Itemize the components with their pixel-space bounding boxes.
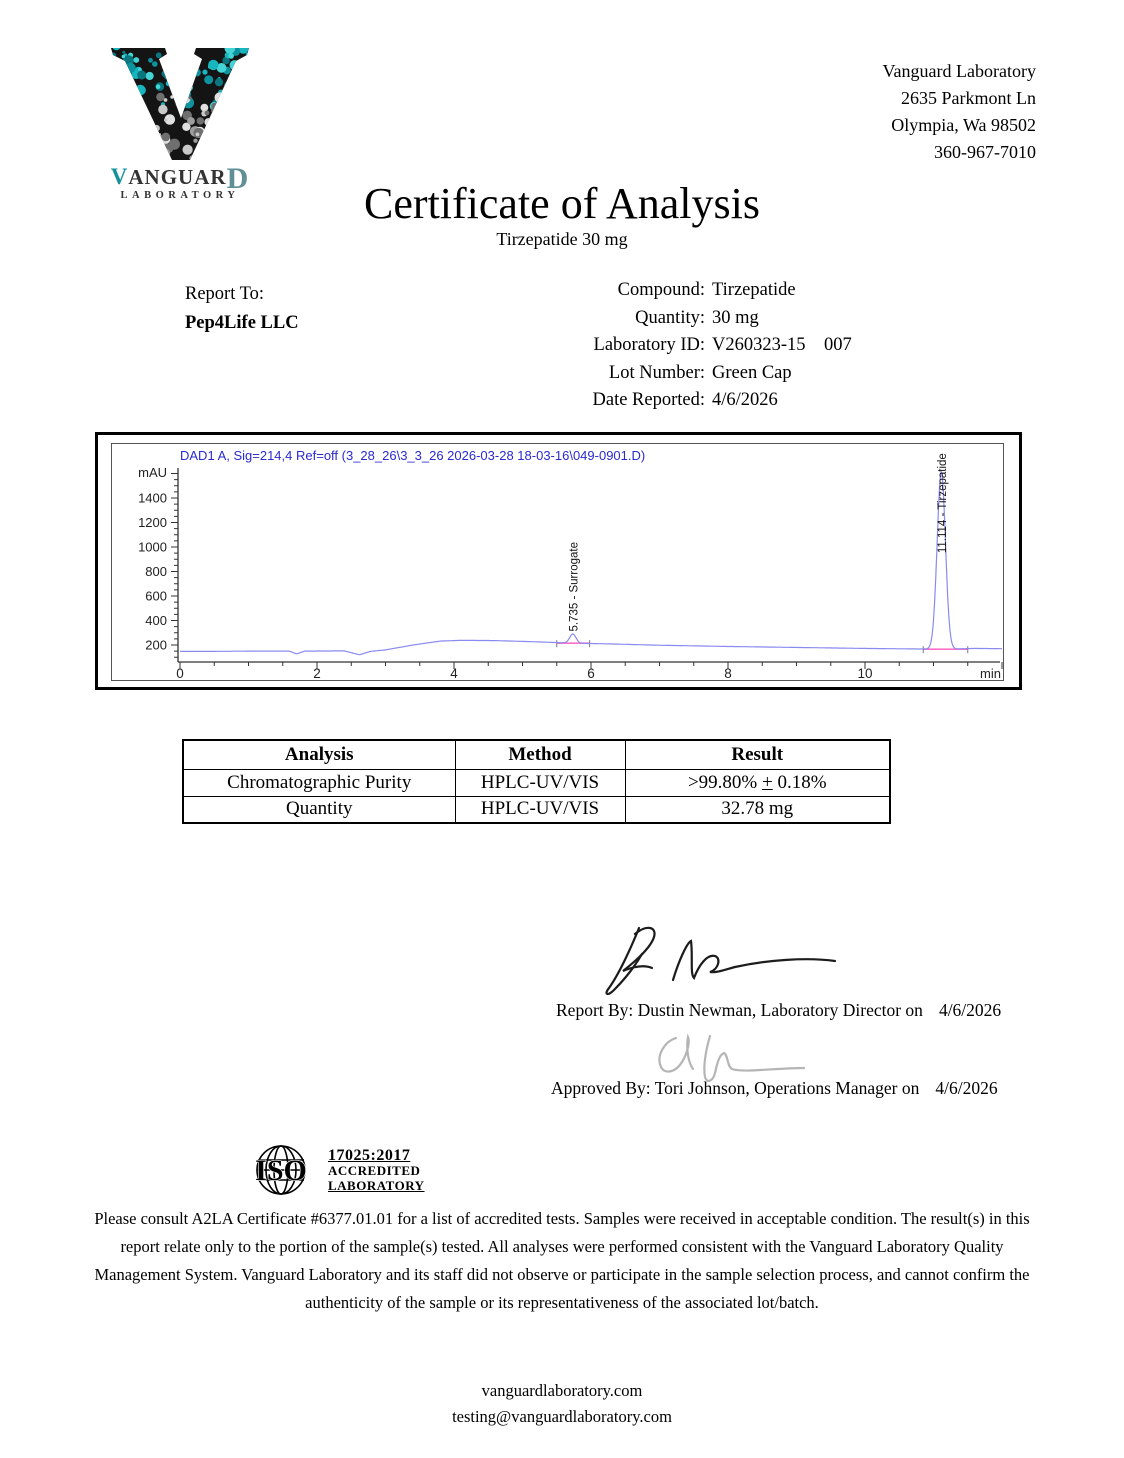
svg-text:11.114 - Tirzepatide: 11.114 - Tirzepatide bbox=[936, 453, 949, 554]
approved-by-date: 4/6/2026 bbox=[935, 1078, 998, 1098]
detail-value: Tirzepatide bbox=[712, 280, 796, 300]
table-header-analysis: Analysis bbox=[183, 740, 455, 769]
report-by-signature-icon bbox=[595, 916, 860, 996]
detail-row bbox=[400, 277, 852, 305]
sample-details bbox=[400, 277, 852, 415]
result-tolerance: 0.18% bbox=[772, 771, 827, 793]
results-table bbox=[182, 739, 891, 824]
page-subtitle: Tirzepatide 30 mg bbox=[496, 229, 628, 249]
svg-text:1200: 1200 bbox=[138, 515, 167, 530]
approved-by-text: Approved By: Tori Johnson, Operations Manager on bbox=[551, 1078, 920, 1098]
detail-row bbox=[400, 305, 852, 333]
iso-globe-icon bbox=[240, 1144, 322, 1196]
table-cell-analysis: Chromatographic Purity bbox=[183, 769, 455, 796]
address-phone: 360-967-7010 bbox=[934, 142, 1036, 162]
table-header-row bbox=[183, 740, 890, 769]
report-to-label: Report To: bbox=[185, 284, 265, 304]
detail-label: Date Reported: bbox=[592, 390, 705, 411]
svg-text:ISO: ISO bbox=[255, 1154, 307, 1187]
result-value: >99.80% bbox=[687, 771, 762, 793]
chromatogram-plot-frame bbox=[111, 443, 1004, 681]
svg-text:6: 6 bbox=[587, 666, 595, 680]
lab-address bbox=[883, 58, 1036, 166]
report-to-block bbox=[185, 280, 299, 338]
table-row bbox=[183, 769, 890, 796]
iso-accredited-label: ACCREDITED bbox=[328, 1162, 421, 1178]
table-row bbox=[183, 796, 890, 823]
table-cell-method: HPLC-UV/VIS bbox=[455, 769, 625, 796]
address-line: Vanguard Laboratory bbox=[882, 61, 1036, 81]
detail-row bbox=[400, 360, 852, 388]
chromatogram-panel bbox=[95, 432, 1022, 690]
table-cell-method: HPLC-UV/VIS bbox=[455, 796, 625, 823]
wordmark-letter: D bbox=[226, 162, 250, 195]
approved-by-signature-icon bbox=[646, 1028, 826, 1084]
footer-website: vanguardlaboratory.com bbox=[481, 1381, 643, 1400]
table-cell-result: 32.78 mg bbox=[625, 796, 890, 823]
report-by-text: Report By: Dustin Newman, Laboratory Director on bbox=[556, 1000, 923, 1020]
detail-label: Quantity: bbox=[635, 307, 705, 328]
report-by-date: 4/6/2026 bbox=[938, 1000, 1002, 1020]
vanguard-v-icon bbox=[105, 46, 255, 164]
detail-label: Compound: bbox=[617, 280, 705, 300]
address-line: 2635 Parkmont Ln bbox=[901, 88, 1036, 108]
page-footer bbox=[0, 1378, 1124, 1430]
table-cell-result bbox=[625, 769, 890, 796]
wordmark-letters: ANGUAR bbox=[128, 165, 227, 189]
chromatogram-chart bbox=[112, 444, 1003, 680]
detail-value: Green Cap bbox=[712, 362, 792, 383]
detail-value: 30 mg bbox=[712, 307, 759, 328]
detail-label: Lot Number: bbox=[608, 362, 705, 383]
wordmark-letter: V bbox=[110, 164, 129, 189]
svg-text:8: 8 bbox=[724, 666, 732, 680]
report-to-value: Pep4Life LLC bbox=[185, 313, 299, 333]
detail-row bbox=[400, 332, 852, 360]
detail-label: Laboratory ID: bbox=[593, 335, 705, 356]
svg-text:10: 10 bbox=[857, 666, 873, 680]
iso-accreditation-badge bbox=[240, 1144, 425, 1196]
svg-text:DAD1 A, Sig=214,4 Ref=off (3_2: DAD1 A, Sig=214,4 Ref=off (3_28_26\3_3_26 2026-03-28 18-03-16\049-0901.D) bbox=[180, 448, 646, 463]
detail-value: 4/6/2026 bbox=[712, 390, 778, 411]
disclaimer-text: Please consult A2LA Certificate #6377.01.01 for a list of accredited tests. Samples were received in acceptable condition. The result(s) in this report relate only to the portion of the sample(s) tested. All analyses were performed consistent with the Vanguard Laboratory Quality Management System. Vanguard Laboratory and its staff did not observe or participate in the sample selection process, and cannot confirm the authenticity of the sample or its representativeness of the associated lot/batch. bbox=[94, 1209, 1030, 1312]
plus-minus-sign: + bbox=[762, 771, 773, 793]
table-header-result: Result bbox=[625, 740, 890, 769]
svg-text:4: 4 bbox=[450, 666, 458, 680]
svg-text:800: 800 bbox=[145, 564, 167, 579]
svg-text:400: 400 bbox=[145, 613, 167, 628]
svg-text:1400: 1400 bbox=[138, 490, 167, 506]
detail-value: V260323-15 007 bbox=[712, 335, 852, 356]
iso-cert-number: 17025:2017 bbox=[328, 1146, 411, 1164]
detail-row bbox=[400, 387, 852, 415]
footer-email: testing@vanguardlaboratory.com bbox=[452, 1407, 672, 1426]
svg-text:200: 200 bbox=[145, 637, 167, 653]
svg-text:600: 600 bbox=[145, 588, 167, 604]
svg-text:min: min bbox=[980, 666, 1001, 680]
svg-text:0: 0 bbox=[176, 666, 184, 680]
address-line: Olympia, Wa 98502 bbox=[891, 115, 1036, 135]
svg-text:5.735 - Surrogate: 5.735 - Surrogate bbox=[568, 542, 581, 632]
table-cell-analysis: Quantity bbox=[183, 796, 455, 823]
svg-text:1000: 1000 bbox=[138, 539, 167, 555]
logo-subtitle: LABORATORY bbox=[120, 190, 240, 201]
table-header-method: Method bbox=[455, 740, 625, 769]
svg-text:2: 2 bbox=[313, 666, 321, 680]
approved-by-caption bbox=[551, 1078, 998, 1099]
iso-laboratory-label: LABORATORY bbox=[328, 1177, 425, 1193]
page-title: Certificate of Analysis bbox=[364, 179, 760, 228]
report-by-caption bbox=[556, 1000, 1001, 1021]
svg-text:mAU: mAU bbox=[138, 465, 167, 480]
